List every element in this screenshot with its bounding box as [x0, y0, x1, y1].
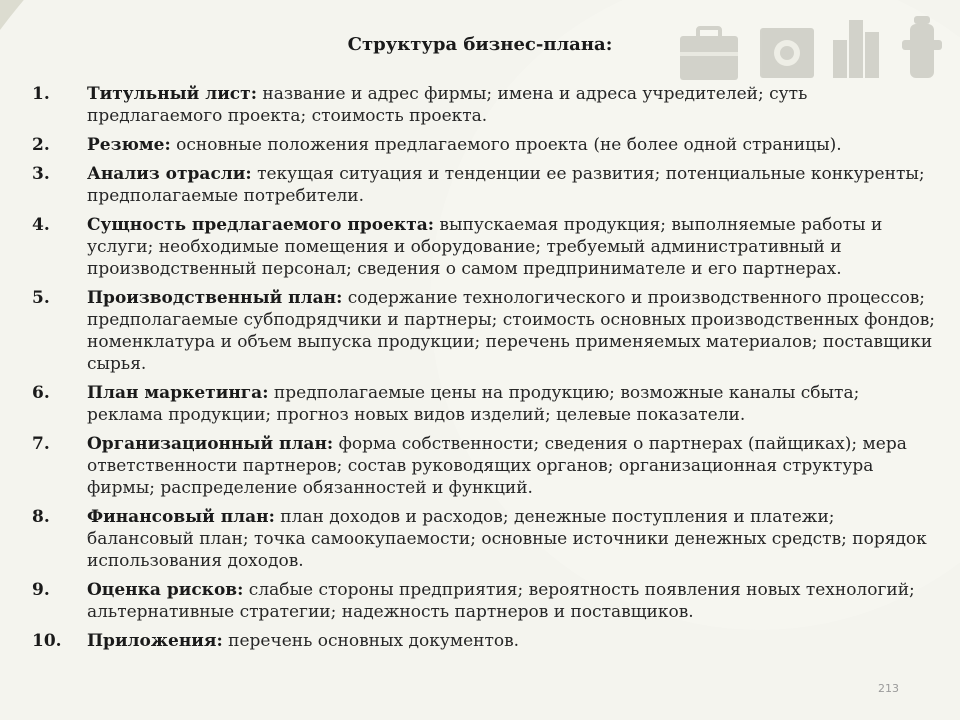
item-number: 10. [32, 631, 62, 651]
item-heading: Организационный план: [87, 434, 334, 454]
item-heading: Оценка рисков: [87, 580, 244, 600]
item-heading: Резюме: [87, 135, 171, 155]
item-heading: План маркетинга: [87, 383, 269, 403]
item-text: выпускаемая продукция; выполняемые работы и услуги; необходимые помещения и оборудование; требуемый административный и производственный персонал; сведения о самом предпринимателе и его партнерах. [87, 215, 883, 279]
item-heading: Производственный план: [87, 288, 343, 308]
item-text: план доходов и расходов; денежные поступления и платежи; балансовый план; точка самоокупаемости; основные источники денежных средств; порядок использования доходов. [87, 507, 927, 571]
item-heading: Сущность предлагаемого проекта: [87, 215, 435, 235]
item-text: содержание технологического и производственного процессов; предполагаемые субподрядчики и партнеры; стоимость основных производственных фондов; номенклатура и объем выпуска продукции; перечень применяемых материалов; поставщики сырья. [87, 288, 935, 374]
item-number: 2. [32, 135, 50, 155]
business-plan-list [32, 83, 937, 659]
item-text: текущая ситуация и тенденции ее развития; потенциальные конкуренты; предполагаемые потребители. [87, 164, 925, 206]
item-text: название и адрес фирмы; имена и адреса учредителей; суть предлагаемого проекта; стоимость проекта. [87, 84, 808, 126]
list-item [32, 382, 937, 426]
list-item [32, 433, 937, 499]
slide-title: Структура бизнес-плана: [347, 34, 613, 55]
item-heading: Анализ отрасли: [87, 164, 252, 184]
list-item [32, 134, 937, 156]
page-number: 213 [878, 682, 899, 695]
list-item [32, 287, 937, 375]
item-number: 3. [32, 164, 50, 184]
item-text: форма собственности; сведения о партнерах (пайщиках); мера ответственности партнеров; состав руководящих органов; организационная структура фирмы; распределение обязанностей и функций. [87, 434, 907, 498]
item-number: 6. [32, 383, 50, 403]
item-number: 8. [32, 507, 50, 527]
item-heading: Финансовый план: [87, 507, 275, 527]
item-number: 1. [32, 84, 50, 104]
item-text: перечень основных документов. [222, 631, 520, 651]
item-text: предполагаемые цены на продукцию; возможные каналы сбыта; реклама продукции; прогноз новых видов изделий; целевые показатели. [87, 383, 860, 425]
list-item [32, 630, 937, 652]
item-number: 5. [32, 288, 50, 308]
list-item [32, 83, 937, 127]
item-text: слабые стороны предприятия; вероятность появления новых технологий; альтернативные стратегии; надежность партнеров и поставщиков. [87, 580, 915, 622]
item-number: 9. [32, 580, 50, 600]
list-item [32, 506, 937, 572]
list-item [32, 163, 937, 207]
item-text: основные положения предлагаемого проекта (не более одной страницы). [170, 135, 842, 155]
item-heading: Приложения: [87, 631, 223, 651]
list-item [32, 214, 937, 280]
item-number: 4. [32, 215, 50, 235]
item-number: 7. [32, 434, 50, 454]
item-heading: Титульный лист: [87, 84, 257, 104]
list-item [32, 579, 937, 623]
